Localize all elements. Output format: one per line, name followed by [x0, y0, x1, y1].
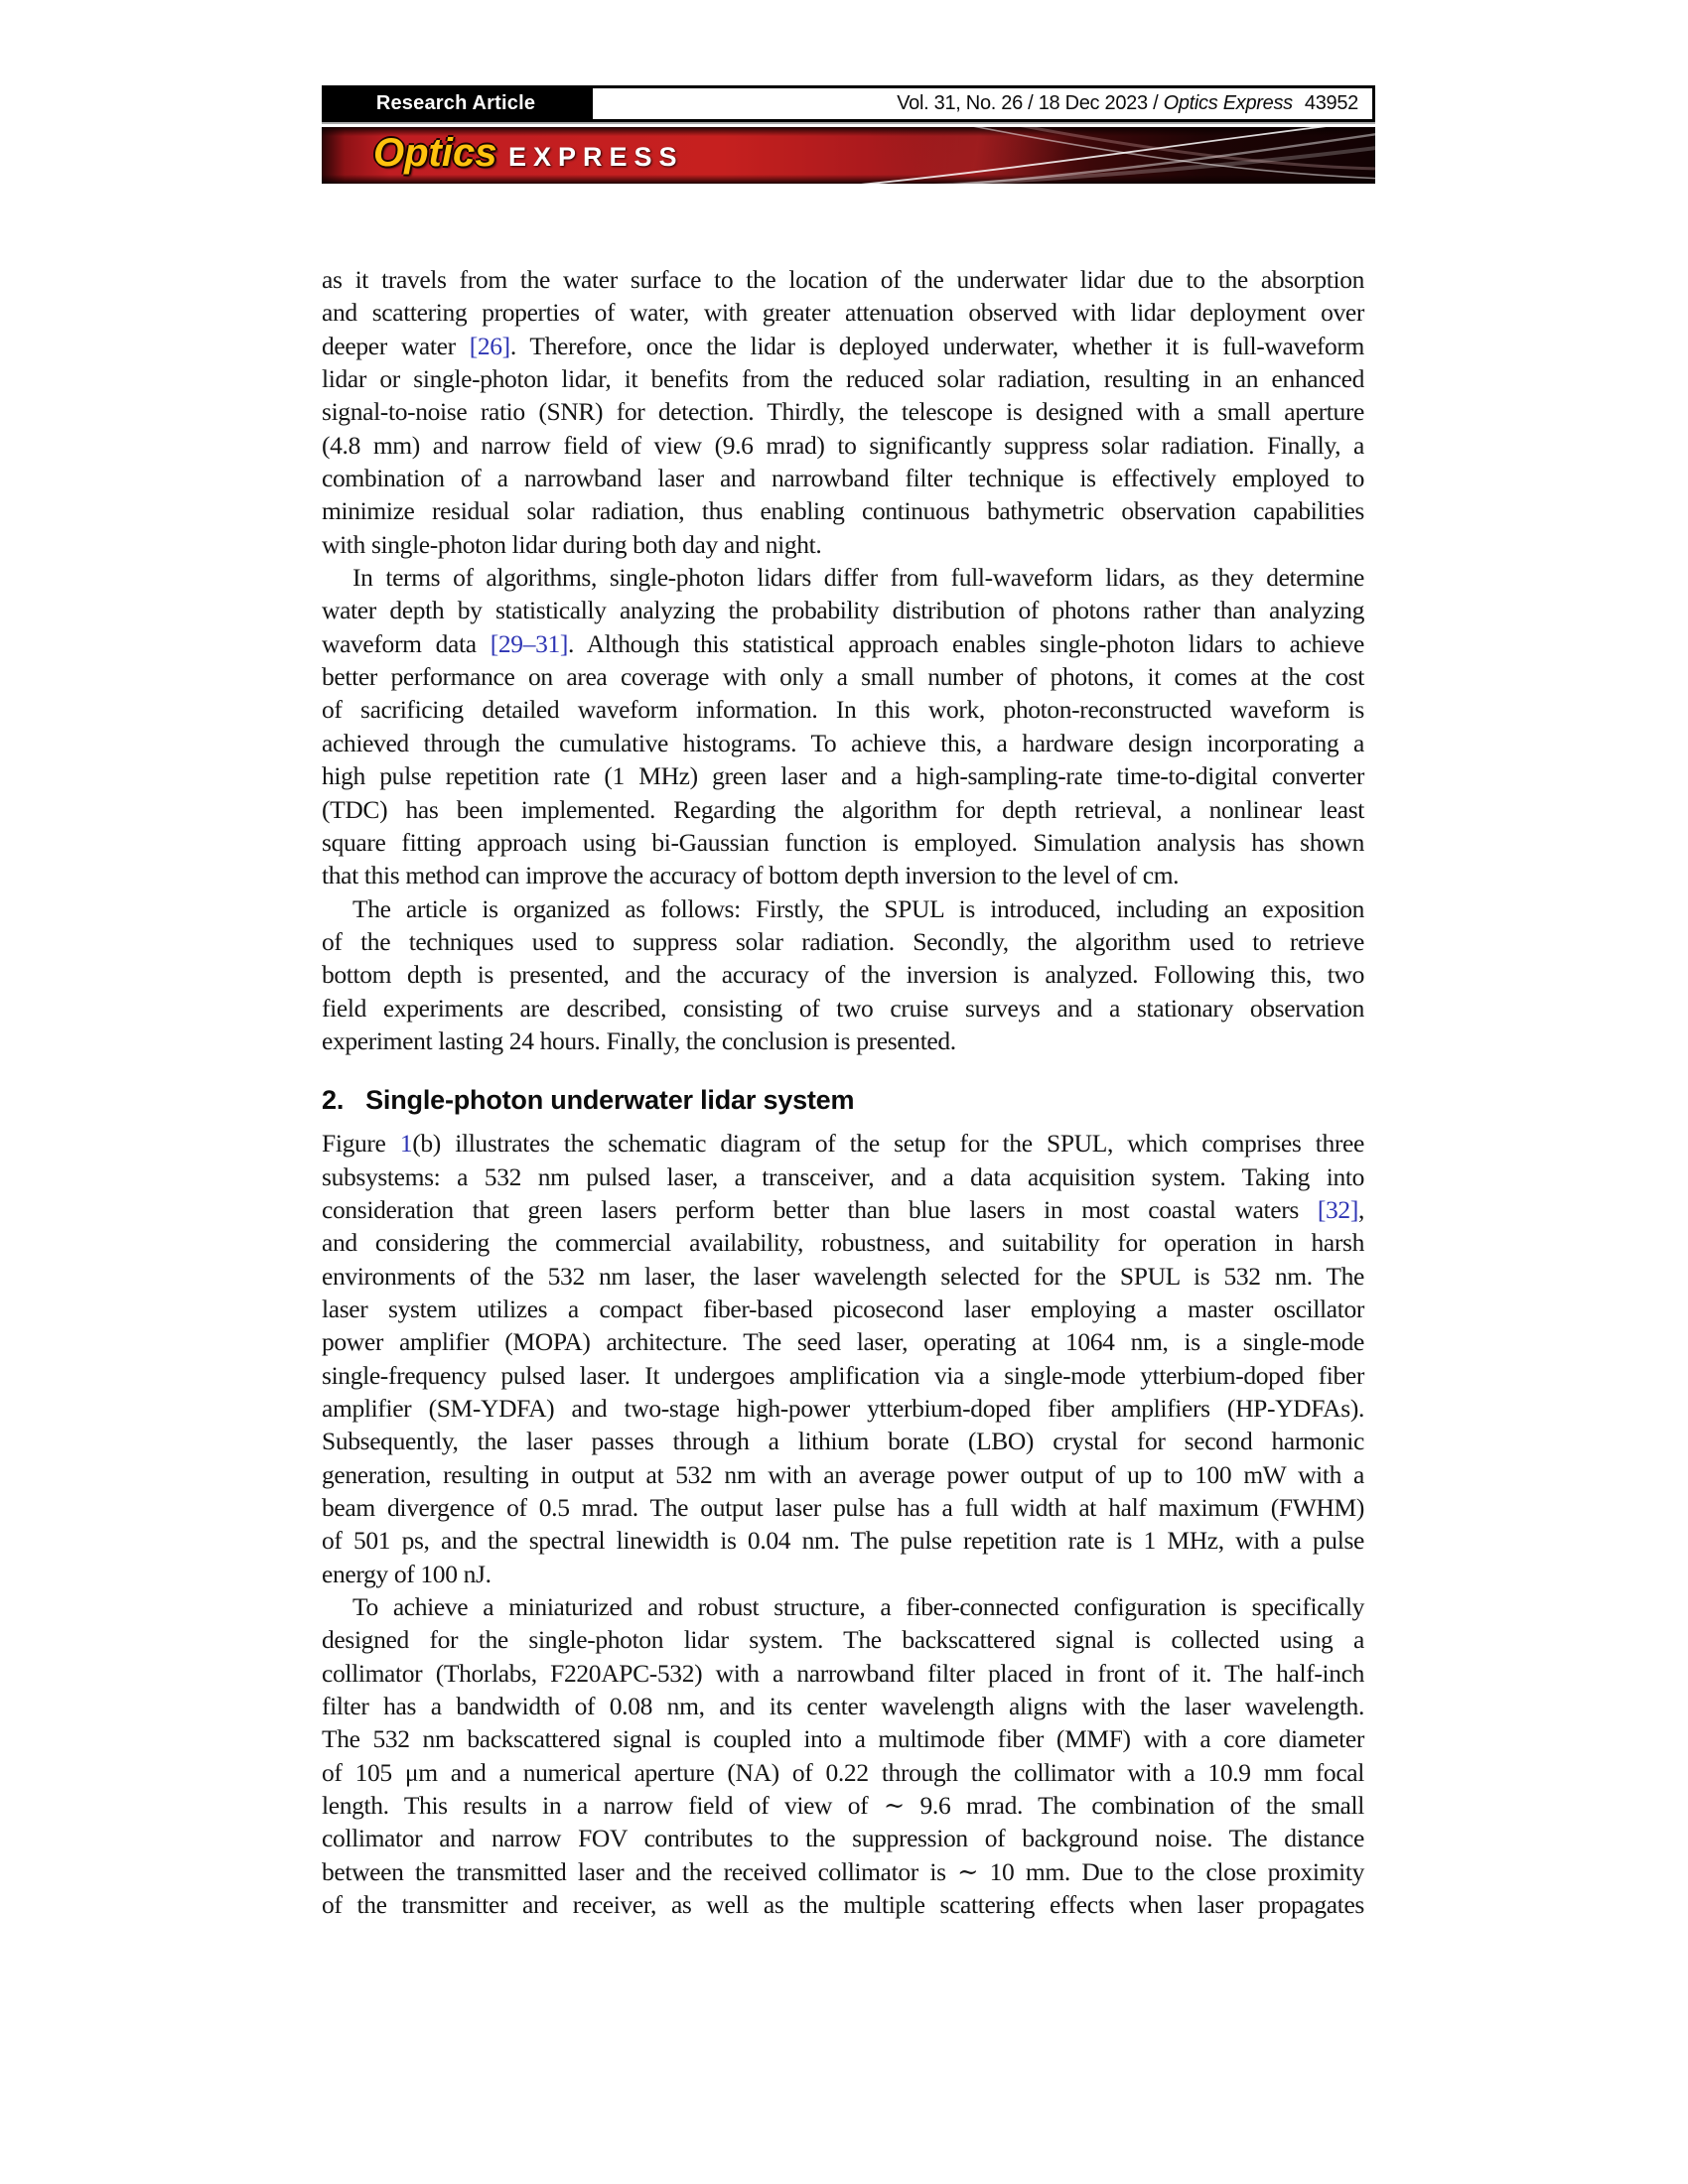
text-line: In terms of algorithms, single-photon lidars differ from full-waveform lidars, as they determine — [352, 563, 1364, 593]
text-line: that this method can improve the accuracy of bottom depth inversion to the level of cm. — [322, 861, 1180, 890]
volume-info-box — [590, 85, 1375, 122]
text-line: Subsequently, the laser passes through a lithium borate (LBO) crystal for second harmonic — [322, 1427, 1364, 1456]
citation-link[interactable]: 1 — [399, 1129, 413, 1159]
article-body — [322, 263, 1364, 1922]
text-line: filter has a bandwidth of 0.08 nm, and its center wavelength aligns with the laser wavelength. — [322, 1692, 1364, 1721]
header-shadow-line — [322, 122, 1375, 124]
text-line: of the techniques used to suppress solar radiation. Secondly, the algorithm used to retrieve — [322, 926, 1364, 956]
paragraph — [322, 263, 1364, 561]
text-line: and considering the commercial availability, robustness, and suitability for operation in harsh — [322, 1228, 1364, 1258]
section-title: Single-photon underwater lidar system — [365, 1085, 855, 1116]
citation-link[interactable]: [26] — [469, 331, 510, 360]
text-line: between the transmitted laser and the received collimator is ∼ 10 mm. Due to the close proximity — [322, 1856, 1364, 1886]
text-line: lidar or single-photon lidar, it benefits from the reduced solar radiation, resulting in an enhanced — [322, 364, 1364, 394]
section-number: 2. — [322, 1085, 345, 1116]
text-line: of sacrificing detailed waveform information. In this work, photon-reconstructed waveform is — [322, 695, 1364, 725]
text-line: (TDC) has been implemented. Regarding the algorithm for depth retrieval, a nonlinear least — [322, 794, 1364, 824]
paragraph — [322, 892, 1364, 1058]
text-line: collimator and narrow FOV contributes to the suppression of background noise. The distance — [322, 1824, 1364, 1853]
text-line: amplifier (SM-YDFA) and two-stage high-power ytterbium-doped fiber amplifiers (HP-YDFAs). — [322, 1394, 1364, 1423]
citation-link[interactable]: [32] — [1317, 1194, 1358, 1224]
brand-express-word: EXPRESS — [508, 142, 684, 172]
text-line: high pulse repetition rate (1 MHz) green laser and a high-sampling-rate time-to-digital converter — [322, 761, 1364, 791]
text-line: generation, resulting in output at 532 nm with an average power output of up to 100 mW with a — [322, 1459, 1364, 1489]
text-line: single-frequency pulsed laser. It undergoes amplification via a single-mode ytterbium-doped fiber — [322, 1360, 1364, 1390]
text-line: deeper water [26]. Therefore, once the lidar is deployed underwater, whether it is full-waveform — [322, 331, 1364, 360]
page-number: 43952 — [1304, 92, 1358, 114]
text-line: designed for the single-photon lidar system. The backscattered signal is collected using a — [322, 1625, 1364, 1655]
text-line: The 532 nm backscattered signal is coupled into a multimode fiber (MMF) with a core diameter — [322, 1724, 1364, 1754]
text-line: experiment lasting 24 hours. Finally, the conclusion is presented. — [322, 1025, 956, 1055]
text-line: collimator (Thorlabs, F220APC-532) with a narrowband filter placed in front of it. The half-inch — [322, 1658, 1364, 1688]
text-line: field experiments are described, consisting of two cruise surveys and a stationary observation — [322, 993, 1364, 1023]
research-article-label: Research Article — [375, 92, 536, 114]
text-line: of the transmitter and receiver, as well as the multiple scattering effects when laser propagates — [322, 1890, 1364, 1920]
text-line: beam divergence of 0.5 mrad. The output laser pulse has a full width at half maximum (FWHM) — [322, 1493, 1364, 1523]
text-line: better performance on area coverage with only a small number of photons, it comes at the cost — [322, 662, 1364, 692]
text-line: minimize residual solar radiation, thus enabling continuous bathymetric observation capabilities — [322, 496, 1364, 526]
text-line: square fitting approach using bi-Gaussian function is employed. Simulation analysis has shown — [322, 827, 1364, 857]
brand-optics-word: Optics — [373, 131, 497, 175]
citation-link[interactable]: [29–31] — [490, 628, 569, 658]
text-line: length. This results in a narrow field of view of ∼ 9.6 mrad. The combination of the small — [322, 1791, 1364, 1821]
page-header — [322, 85, 1375, 122]
text-line: bottom depth is presented, and the accuracy of the inversion is analyzed. Following this, two — [322, 960, 1364, 990]
text-line: of 501 ps, and the spectral linewidth is 0.04 nm. The pulse repetition rate is 1 MHz, with a pulse — [322, 1526, 1364, 1556]
text-line: (4.8 mm) and narrow field of view (9.6 mrad) to significantly suppress solar radiation. Finally, a — [322, 430, 1364, 460]
text-line: and scattering properties of water, with greater attenuation observed with lidar deployment over — [322, 298, 1364, 328]
text-line: power amplifier (MOPA) architecture. The seed laser, operating at 1064 nm, is a single-mode — [322, 1327, 1364, 1357]
text-line: To achieve a miniaturized and robust structure, a fiber-connected configuration is specifically — [352, 1592, 1364, 1622]
volume-info-text: Vol. 31, No. 26 / 18 Dec 2023 / — [897, 92, 1164, 114]
text-line: water depth by statistically analyzing the probability distribution of photons rather than analyzing — [322, 596, 1364, 625]
section-heading — [322, 1083, 1364, 1117]
text-line: achieved through the cumulative histograms. To achieve this, a hardware design incorporating a — [322, 728, 1364, 757]
text-line: environments of the 532 nm laser, the laser wavelength selected for the SPUL is 532 nm. The — [322, 1261, 1364, 1291]
text-line: consideration that green lasers perform better than blue lasers in most coastal waters [32], — [322, 1194, 1364, 1224]
text-line: Figure 1(b) illustrates the schematic diagram of the setup for the SPUL, which comprises three — [322, 1129, 1364, 1159]
text-line: with single-photon lidar during both day and night. — [322, 529, 822, 559]
text-line: laser system utilizes a compact fiber-based picosecond laser employing a master oscillator — [322, 1294, 1364, 1323]
text-line: of 105 μm and a numerical aperture (NA) of 0.22 through the collimator with a 10.9 mm focal — [322, 1757, 1364, 1787]
paragraph — [322, 561, 1364, 891]
text-line: subsystems: a 532 nm pulsed laser, a transceiver, and a data acquisition system. Taking into — [322, 1161, 1364, 1191]
text-line: signal-to-noise ratio (SNR) for detection. Thirdly, the telescope is designed with a small aperture — [322, 397, 1364, 427]
optics-express-banner — [322, 127, 1375, 184]
paragraph — [322, 1127, 1364, 1590]
text-line: energy of 100 nJ. — [322, 1559, 492, 1588]
paragraph — [322, 1590, 1364, 1921]
research-article-badge — [322, 85, 590, 122]
text-line: combination of a narrowband laser and narrowband filter technique is effectively employed to — [322, 464, 1364, 493]
journal-name: Optics Express — [1163, 92, 1293, 114]
text-line: as it travels from the water surface to the location of the underwater lidar due to the absorption — [322, 265, 1364, 294]
text-line: waveform data [29–31]. Although this statistical approach enables single-photon lidars to achieve — [322, 628, 1364, 658]
text-line: The article is organized as follows: Firstly, the SPUL is introduced, including an exposition — [352, 893, 1364, 923]
